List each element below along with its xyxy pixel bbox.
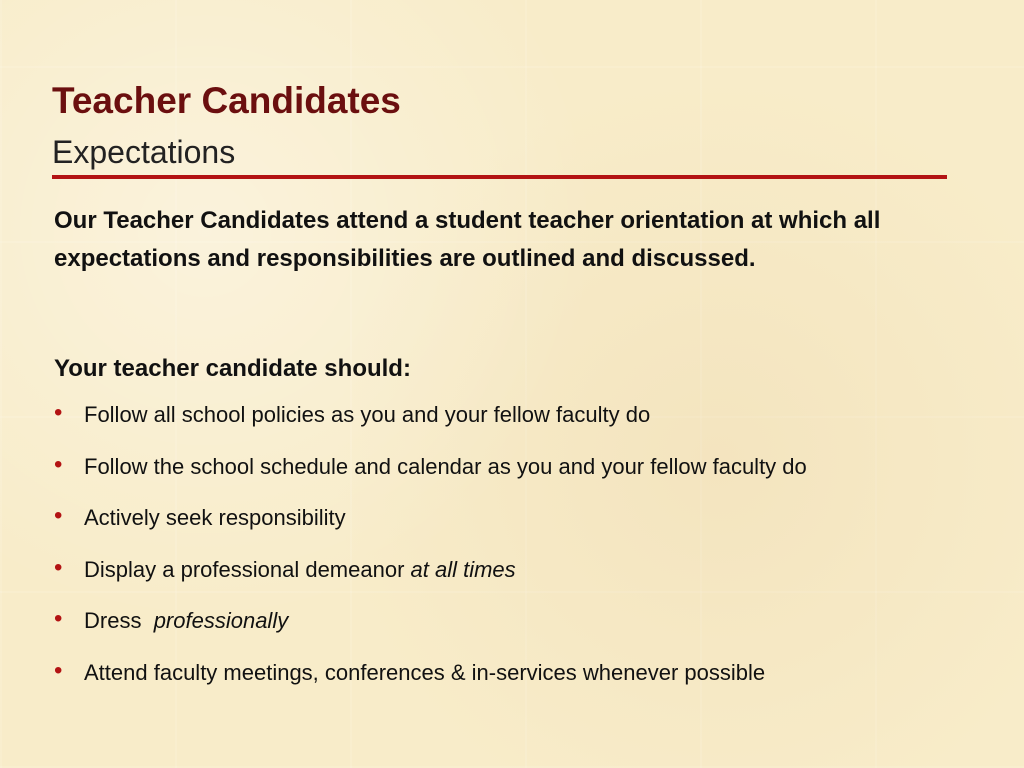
bullet-icon: • [54, 553, 63, 581]
list-item-text: Actively seek responsibility [84, 505, 346, 530]
list-item-text: Follow all school policies as you and your fellow faculty do [84, 402, 651, 427]
list-item-text: Dress [84, 608, 154, 633]
list-item [54, 399, 1014, 454]
list-item-text: Display a professional demeanor [84, 556, 411, 582]
list-item [54, 502, 1014, 557]
list-item [54, 450, 1014, 506]
slide-title: Teacher Candidates [52, 80, 401, 121]
list-item [54, 605, 1014, 660]
list-item-emphasis: at all times [410, 556, 516, 582]
list-item [54, 553, 1014, 609]
slide-subtitle: Expectations [52, 134, 236, 170]
bullet-icon: • [54, 656, 63, 684]
bullet-icon: • [54, 399, 63, 426]
bullet-icon: • [54, 502, 63, 529]
list-item-emphasis: professionally [153, 608, 289, 633]
list-item-text: Follow the school schedule and calendar as you and your fellow faculty do [84, 453, 807, 479]
bullet-list [54, 399, 1014, 711]
intro-paragraph: Our Teacher Candidates attend a student teacher orientation at which all expectations and responsibilities are outlined and discussed. [54, 207, 881, 272]
title-divider [52, 175, 947, 179]
bullet-list-heading: Your teacher candidate should: [54, 355, 411, 382]
bullet-icon: • [54, 450, 63, 478]
list-item-text: Attend faculty meetings, conferences & in-services whenever possible [84, 659, 766, 685]
bullet-icon: • [54, 605, 63, 632]
list-item [54, 656, 1014, 712]
